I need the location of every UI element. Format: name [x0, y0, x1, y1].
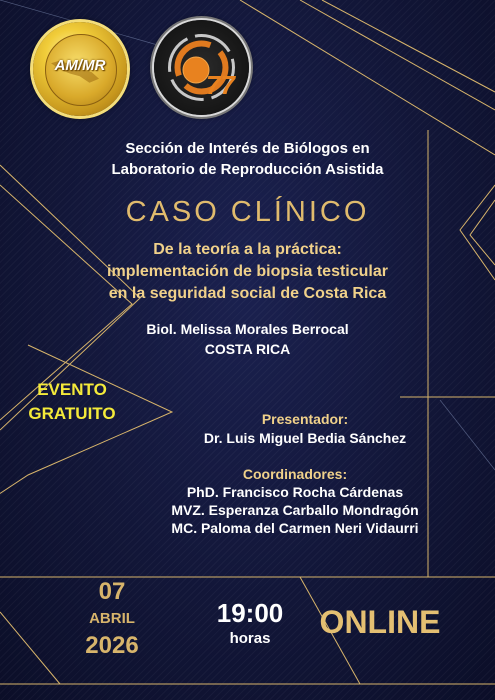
coordinators-block [100, 465, 490, 537]
talk-line-2: implementación de biopsia testicular [107, 263, 388, 280]
free-event-line-1: EVENTO [37, 380, 107, 399]
section-line-1: Sección de Interés de Biólogos en [125, 140, 370, 157]
talk-line-1: De la teoría a la práctica: [153, 241, 342, 258]
talk-line-3: en la seguridad social de Costa Rica [108, 285, 387, 302]
case-title: CASO CLÍNICO [125, 196, 370, 228]
ammr-seal-logo [33, 22, 127, 116]
coordinator-name: PhD. Francisco Rocha Cárdenas [186, 484, 404, 500]
presenter-label: Presentador: [261, 411, 349, 427]
section-line-2: Laboratorio de Reproducción Asistida [111, 161, 384, 178]
presenter-name: Dr. Luis Miguel Bedia Sánchez [203, 430, 407, 446]
coordinator-name: MC. Paloma del Carmen Neri Vidaurri [171, 520, 419, 536]
free-event-badge [6, 378, 138, 426]
event-month: ABRIL [89, 610, 135, 627]
presenter-block [120, 410, 490, 448]
event-time: 19:00 [216, 598, 284, 628]
author-block [0, 319, 495, 359]
event-time-unit: horas [229, 630, 271, 647]
coordinator-name: MVZ. Esperanza Carballo Mondragón [171, 502, 419, 518]
event-day: 07 [98, 578, 126, 605]
event-year: 2026 [85, 632, 139, 659]
free-event-line-2: GRATUITO [28, 404, 116, 423]
anniversary-number: 77 [206, 70, 235, 100]
section-title [0, 138, 495, 180]
event-mode: ONLINE [319, 604, 441, 640]
author-name: Biol. Melissa Morales Berrocal [146, 321, 349, 337]
seal-acronym: AM/MR [54, 57, 106, 74]
anniversary-77-logo [154, 20, 249, 115]
talk-title [0, 239, 495, 305]
author-country: COSTA RICA [204, 341, 291, 357]
coordinators-label: Coordinadores: [242, 466, 348, 482]
